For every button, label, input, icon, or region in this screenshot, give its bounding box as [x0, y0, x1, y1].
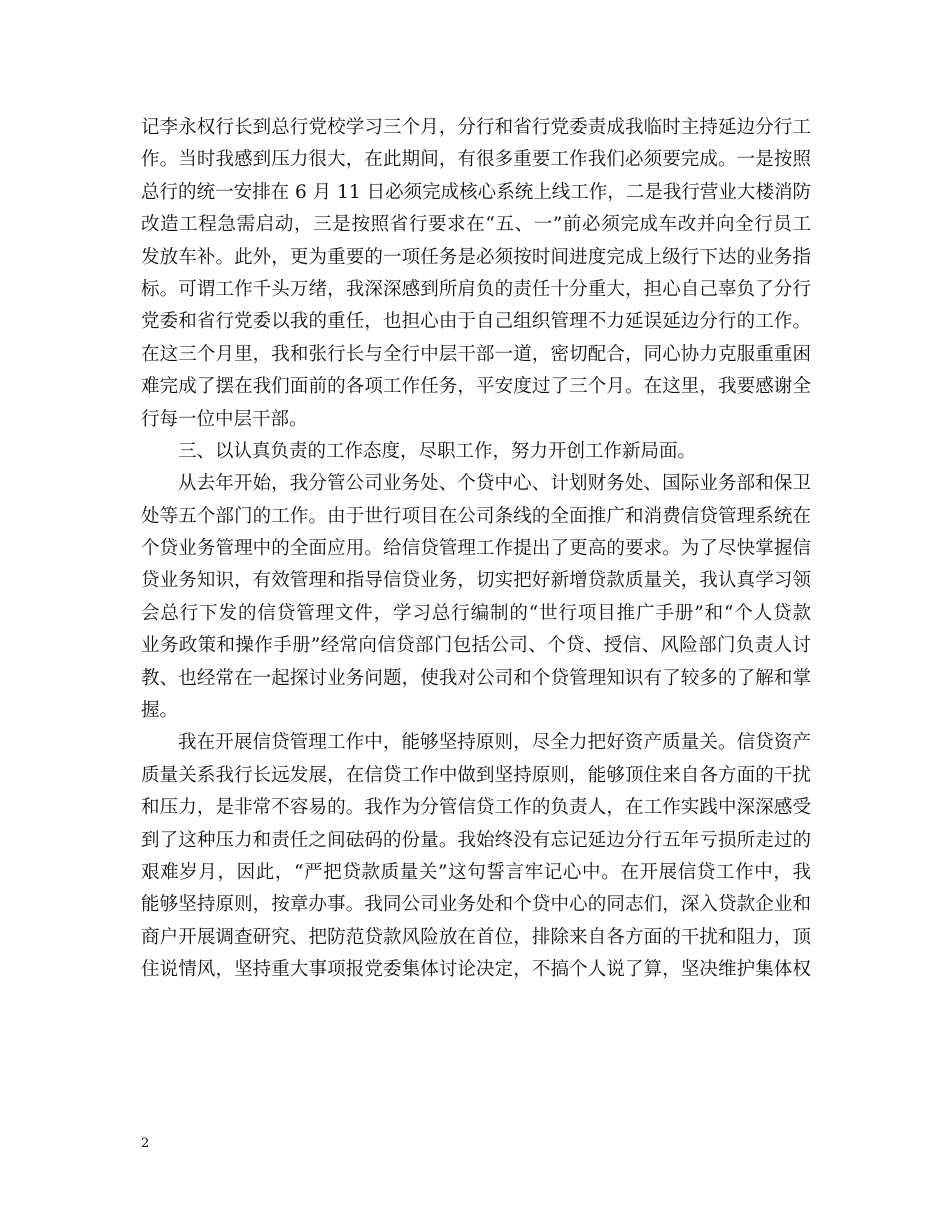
text-line: 质量关系我行长远发展，在信贷工作中做到坚持原则，能够顶住来自各方面的干扰 [141, 764, 811, 786]
text-line: 教、也经常在一起探讨业务问题，使我对公司和个贷管理知识有了较多的了解和掌 [141, 667, 811, 689]
text-line: 处等五个部门的工作。由于世行项目在公司条线的全面推广和消费信贷管理系统在 [141, 505, 811, 527]
text-line: 行每一位中层干部。 [141, 408, 308, 430]
text-line: 作。当时我感到压力很大，在此期间，有很多重要工作我们必须要完成。一是按照 [141, 149, 811, 171]
text-line: 艰难岁月，因此，“严把贷款质量关”这句誓言牢记心中。在开展信贷工作中，我 [141, 861, 811, 883]
text-line: 能够坚持原则，按章办事。我同公司业务处和个贷中心的同志们，深入贷款企业和 [141, 894, 811, 916]
text-line: 难完成了摆在我们面前的各项工作任务，平安度过了三个月。在这里，我要感谢全 [141, 376, 811, 398]
text-line: 到了这种压力和责任之间砝码的份量。我始终没有忘记延边分行五年亏损所走过的 [141, 829, 811, 851]
text-line: 标。可谓工作千头万绪，我深深感到所肩负的责任十分重大，担心自己辜负了分行 [141, 278, 811, 300]
page-number: 2 [141, 1136, 150, 1151]
text-line: 发放车补。此外，更为重要的一项任务是必须按时间进度完成上级行下达的业务指 [141, 246, 811, 268]
text-line: 贷业务知识，有效管理和指导信贷业务，切实把好新增贷款质量关，我认真学习领 [141, 570, 811, 592]
text-line: 从去年开始，我分管公司业务处、个贷中心、计划财务处、国际业务部和保卫 [178, 473, 811, 495]
text-line: 个贷业务管理中的全面应用。给信贷管理工作提出了更高的要求。为了尽快掌握信 [141, 538, 811, 560]
text-line: 会总行下发的信贷管理文件，学习总行编制的“世行项目推广手册”和“个人贷款 [141, 602, 811, 624]
text-line: 改造工程急需启动，三是按照省行要求在“五、一”前必须完成车改并向全行员工 [141, 214, 811, 236]
section-heading: 三、以认真负责的工作态度，尽职工作，努力开创工作新局面。 [178, 440, 697, 462]
text-line: 和压力，是非常不容易的。我作为分管信贷工作的负责人，在工作实践中深深感受 [141, 797, 811, 819]
text-line: 业务政策和操作手册”经常向信贷部门包括公司、个贷、授信、风险部门负责人讨 [141, 635, 811, 657]
text-line: 党委和省行党委以我的重任，也担心由于自己组织管理不力延误延边分行的工作。 [141, 311, 811, 333]
text-line: 总行的统一安排在 6 月 11 日必须完成核心系统上线工作，二是我行营业大楼消防 [141, 181, 811, 203]
text-line: 在这三个月里，我和张行长与全行中层干部一道，密切配合，同心协力克服重重困 [141, 343, 811, 365]
text-line: 住说情风，坚持重大事项报党委集体讨论决定，不搞个人说了算，坚决维护集体权 [141, 959, 811, 981]
text-line: 握。 [141, 700, 179, 722]
text-line: 商户开展调查研究、把防范贷款风险放在首位，排除来自各方面的干扰和阻力，顶 [141, 926, 811, 948]
text-line: 我在开展信贷管理工作中，能够坚持原则，尽全力把好资产质量关。信贷资产 [178, 732, 811, 754]
text-line: 记李永权行长到总行党校学习三个月，分行和省行党委责成我临时主持延边分行工 [141, 117, 811, 138]
body-text [141, 112, 811, 987]
